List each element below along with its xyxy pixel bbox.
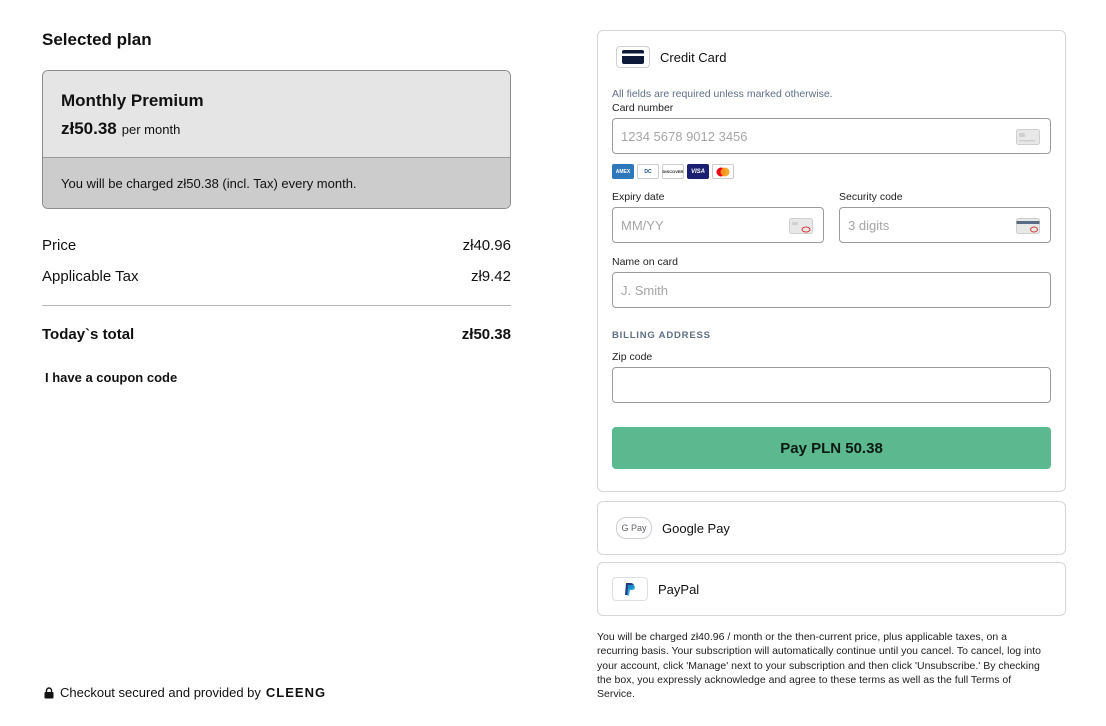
zip-code-input[interactable] <box>613 368 1050 402</box>
card-expiry-icon <box>789 218 813 234</box>
terms-text: You will be charged zł40.96 / month or the then-current price, plus applicable taxes, on a recurring basis. Your subscription will automatically continue until you cancel. To cancel, log into your account, click 'Manage' next to your subscription and then click 'Unsubscribe.' By checking the box, you expressly acknowledge and agree to these terms as well as the full Terms of Service. <box>597 631 1041 701</box>
selected-plan-title: Selected plan <box>42 30 152 49</box>
cleeng-logo: CLEENG <box>265 685 327 700</box>
total-value: zł50.38 <box>461 326 511 343</box>
paypal-option[interactable] <box>597 562 1066 616</box>
secure-checkout-note <box>44 685 326 700</box>
required-hint: All fields are required unless marked otherwise. <box>612 88 833 100</box>
cvc-icon <box>1016 218 1040 234</box>
expiry-security-row <box>612 191 1051 243</box>
plan-period: per month <box>121 122 181 137</box>
tax-label: Applicable Tax <box>42 268 139 285</box>
plan-charge-note: You will be charged zł50.38 (incl. Tax) every month. <box>43 157 510 208</box>
security-group <box>839 191 1051 243</box>
mastercard-icon <box>712 164 734 179</box>
visa-icon: VISA <box>687 164 709 179</box>
diners-icon: DC <box>637 164 659 179</box>
card-number-input[interactable] <box>613 119 1050 153</box>
paypal-header <box>612 563 1051 615</box>
accepted-cards <box>612 164 1051 179</box>
divider <box>42 305 511 306</box>
total-row <box>42 326 511 344</box>
google-pay-header <box>616 502 1047 554</box>
plan-name: Monthly Premium <box>61 91 204 110</box>
name-field-wrap <box>612 272 1051 308</box>
name-on-card-label: Name on card <box>612 256 678 268</box>
expiry-field-wrap <box>612 207 824 243</box>
google-pay-label: Google Pay <box>662 520 730 536</box>
google-pay-option[interactable] <box>597 501 1066 555</box>
card-number-label: Card number <box>612 102 674 114</box>
tax-value: zł9.42 <box>470 268 511 285</box>
total-label: Today`s total <box>42 326 135 343</box>
expiry-group <box>612 191 824 243</box>
credit-card-label: Credit Card <box>660 49 727 65</box>
security-label: Security code <box>839 191 903 203</box>
expiry-label: Expiry date <box>612 191 665 203</box>
google-pay-icon: G Pay <box>616 517 652 539</box>
paypal-label: PayPal <box>658 581 700 597</box>
zip-code-label: Zip code <box>612 351 653 363</box>
price-value: zł40.96 <box>462 237 511 254</box>
price-row <box>42 237 511 255</box>
pay-button[interactable]: Pay PLN 50.38 <box>612 427 1051 469</box>
plan-card <box>42 70 511 209</box>
tax-row <box>42 268 511 286</box>
security-field-wrap <box>839 207 1051 243</box>
name-on-card-input[interactable] <box>613 273 1050 307</box>
coupon-toggle-button[interactable]: I have a coupon code <box>45 370 178 385</box>
plan-card-header <box>43 71 510 157</box>
lock-icon <box>44 687 54 699</box>
plan-price: zł50.38 <box>61 119 117 138</box>
card-placeholder-icon <box>1016 129 1040 145</box>
card-number-field-wrap <box>612 118 1051 154</box>
secure-text: Checkout secured and provided by <box>60 685 261 700</box>
price-label: Price <box>42 237 77 254</box>
credit-card-panel <box>597 30 1066 492</box>
discover-icon: DISCOVER <box>662 164 684 179</box>
plan-price-row <box>61 119 492 139</box>
billing-address-heading: BILLING ADDRESS <box>612 330 711 341</box>
order-summary <box>42 30 511 387</box>
paypal-icon <box>612 577 648 601</box>
zip-field-wrap <box>612 367 1051 403</box>
payment-methods <box>597 30 1066 701</box>
credit-card-tab[interactable] <box>612 31 1051 83</box>
credit-card-icon <box>616 46 650 68</box>
amex-icon: AMEX <box>612 164 634 179</box>
